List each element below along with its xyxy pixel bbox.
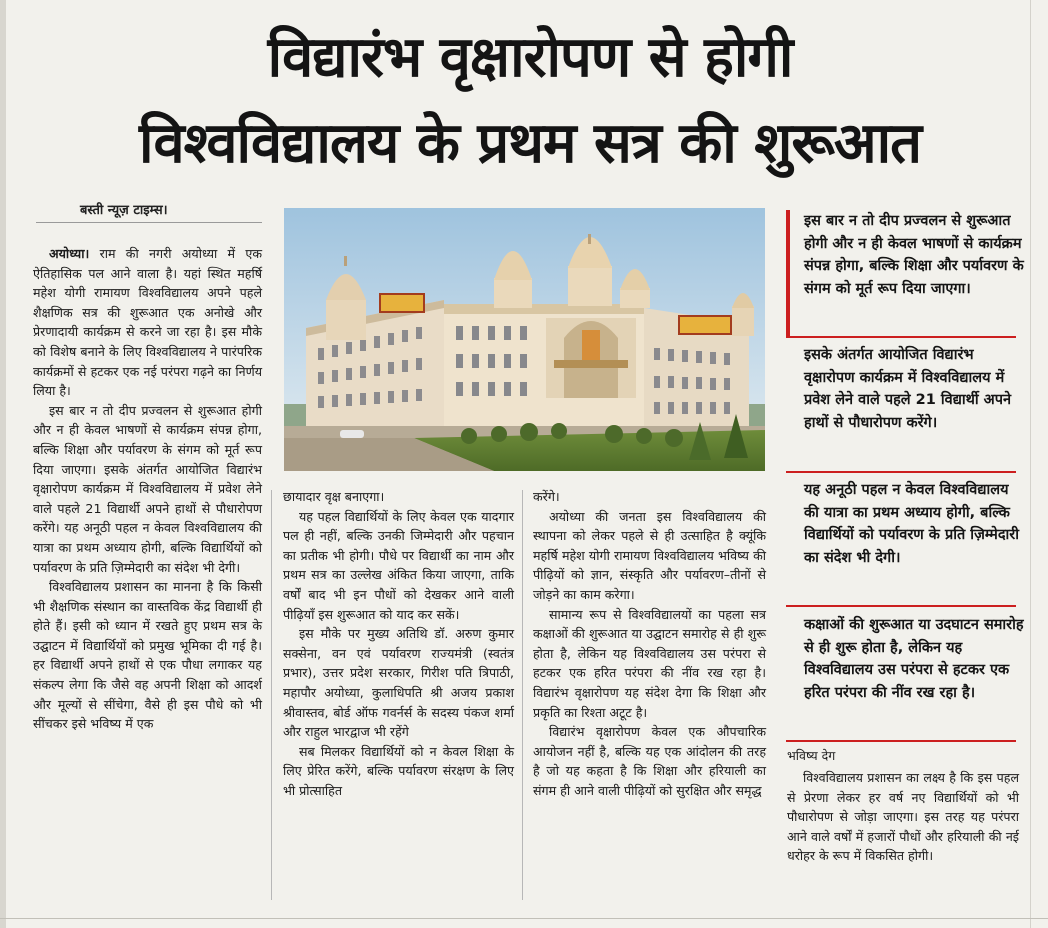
- column-divider-2: [522, 490, 523, 900]
- page-right-edge-rule: [1030, 0, 1031, 928]
- article-column-1: [33, 244, 262, 734]
- col2-para-3: इस मौके पर मुख्य अतिथि डॉ. अरुण कुमार सक्सेना, वन एवं पर्यावरण राज्यमंत्री (स्वतंत्र प्रभार), उत्तर प्रदेश सरकार, गिरीश पति त्रिपाठी, महापौर अयोध्या, कुलाधिपति श्री अजय प्रकाश श्रीवास्तव, बोर्ड ऑफ गवर्नर्स के सदस्य पंकज शर्मा और राहुल भारद्वाज भी रहेंगे: [283, 626, 514, 740]
- byline-rule: [36, 222, 262, 223]
- pull-quote-divider-3: [786, 605, 1016, 607]
- col3-para-1: करेंगे।: [533, 489, 560, 504]
- pull-quote-2: इसके अंतर्गत आयोजित विद्यारंभ वृक्षारोपण कार्यक्रम में विश्वविद्यालय में प्रवेश लेने वाले पहले 21 विद्यार्थी अपने हाथों से पौधारोपण करेंगे।: [804, 347, 1012, 431]
- col1-para-1: राम की नगरी अयोध्या में एक ऐतिहासिक पल आने वाला है। यहां स्थित महर्षि महेश योगी रामायण विश्वविद्यालय अपने पहले शैक्षणिक सत्र की शुरूआत एक अनोखे और प्रेरणादायी कार्यक्रम से करने जा रहा है। इस मौके को विशेष बनाने के लिए विश्वविद्यालय ने पारंपरिक कार्यक्रमों से हटकर एक नई परंपरा गढ़ने का निर्णय लिया है।: [33, 246, 262, 399]
- col3-para-2: अयोध्या की जनता इस विश्वविद्यालय की स्थापना को लेकर पहले से ही उत्साहित है क्यूंकि महर्षि महेश योगी रामायण विश्वविद्यालय भविष्य की पीढ़ियों को ज्ञान, संस्कृति और पर्यावरण–तीनों से जोड़ने का काम करेगा।: [533, 508, 766, 602]
- byline: बस्ती न्यूज़ टाइम्स।: [80, 203, 168, 218]
- article-column-3: [533, 487, 766, 801]
- pull-quote-divider-1: [786, 336, 1016, 338]
- pull-quote-4: कक्षाओं की शुरूआत या उदघाटन समारोह से ही शुरू होता है, लेकिन यह विश्वविद्यालय उस परंपरा से हटकर एक हरित परंपरा की नींव रख रहा है।: [804, 617, 1024, 701]
- pull-quote-1: इस बार न तो दीप प्रज्वलन से शुरूआत होगी और न ही केवल भाषणों से कार्यक्रम संपन्न होगा, बल्कि शिक्षा और पर्यावरण के संगम को मूर्त रूप दिया जाएगा।: [804, 213, 1024, 297]
- university-building-illustration: [284, 208, 765, 471]
- col1-para-2: इस बार न तो दीप प्रज्वलन से शुरूआत होगी और न ही केवल भाषणों से कार्यक्रम संपन्न होगा, बल्कि शिक्षा और पर्यावरण के संगम को मूर्त रूप दिया जाएगा। इसके अंतर्गत आयोजित विद्यारंभ वृक्षारोपण कार्यक्रम में विश्वविद्यालय में प्रवेश लेने वाले पहले 21 विद्यार्थी अपने हाथों से पौधारोपण करेंगे। यह अनूठी पहल न केवल विश्वविद्यालय की यात्रा का प्रथम अध्याय होगी, बल्कि विद्यार्थियों को पर्यावरण के प्रति ज़िम्मेदारी का संदेश भी देगी।: [33, 402, 262, 575]
- headline-line-1: विद्यारंभ वृक्षारोपण से होगी: [267, 25, 793, 90]
- article-column-2: [283, 487, 514, 801]
- dateline: अयोध्या।: [49, 246, 90, 261]
- university-building-photo: [284, 208, 765, 471]
- column-4-subhead: भविष्य देग: [787, 748, 836, 763]
- col4-para-1: विश्वविद्यालय प्रशासन का लक्ष्य है कि इस पहल से प्रेरणा लेकर हर वर्ष नए विद्यार्थियों को भी पौधारोपण से जोड़ा जाएगा। इस तरह यह परंपरा आने वाले वर्षों में हजारों पौधों और हरियाली की नई धरोहर के रूप में विकसित होगी।: [787, 770, 1019, 864]
- page-left-edge: [0, 0, 6, 928]
- col1-para-3: विश्वविद्यालय प्रशासन का मानना है कि किसी भी शैक्षणिक संस्थान का वास्तविक केंद्र विद्यार्थी ही होते हैं। इसी को ध्यान में रखते हुए प्रथम सत्र के उद्घाटन में विद्यार्थियों को प्रमुख भूमिका दी गई है। हर विद्यार्थी अपने हाथों से एक पौधा लगाकर यह संकल्प लेगा कि जैसे वह अपनी शिक्षा को आदर्श और मूल्यों से सींचेगा, वैसे ही इस पौधे को भी सींचकर इसे भविष्य में एक: [33, 579, 262, 732]
- pull-quote-divider-2: [786, 471, 1016, 473]
- col2-para-1: छायादार वृक्ष बनाएगा।: [283, 489, 385, 504]
- col2-para-4: सब मिलकर विद्यार्थियों को न केवल शिक्षा के लिए प्रेरित करेंगे, बल्कि पर्यावरण संरक्षण के लिए भी प्रोत्साहित: [283, 743, 514, 798]
- headline-line-2: विश्वविद्यालय के प्रथम सत्र की शुरूआत: [138, 111, 922, 176]
- article-column-4: [787, 768, 1019, 866]
- column-divider-1: [271, 490, 272, 900]
- pull-quote-divider-4: [786, 740, 1016, 742]
- col3-para-4: विद्यारंभ वृक्षारोपण केवल एक औपचारिक आयोजन नहीं है, बल्कि यह एक आंदोलन की तरह है जो यह कहता है कि शिक्षा और हरियाली का संगम ही आने वाली पीढ़ियों को सुरक्षित और समृद्ध: [533, 724, 766, 798]
- col2-para-2: यह पहल विद्यार्थियों के लिए केवल एक यादगार पल ही नहीं, बल्कि उनकी जिम्मेदारी और पहचान का प्रतीक भी होगी। पौधे पर विद्यार्थी का नाम और प्रथम सत्र का उल्लेख अंकित किया जाएगा, ताकि वर्षों बाद भी इन पौधों को देखकर आने वाली पीढ़ियाँ इस शुरूआत को याद कर सकें।: [283, 508, 514, 622]
- page-bottom-rule: [0, 918, 1048, 919]
- pull-quote-3: यह अनूठी पहल न केवल विश्वविद्यालय की यात्रा का प्रथम अध्याय होगी, बल्कि विद्यार्थियों को पर्यावरण के प्रति ज़िम्मेदारी का संदेश भी देगी।: [804, 482, 1019, 566]
- col3-para-3: सामान्य रूप से विश्वविद्यालयों का पहला सत्र कक्षाओं की शुरूआत या उद्घाटन समारोह से ही शुरू होता है, लेकिन यह विश्वविद्यालय उस परंपरा से हटकर एक हरित परंपरा की नींव रख रहा है। विद्यारंभ वृक्षारोपण यह संदेश देगा कि शिक्षा और प्रकृति का रिश्ता अटूट है।: [533, 606, 766, 720]
